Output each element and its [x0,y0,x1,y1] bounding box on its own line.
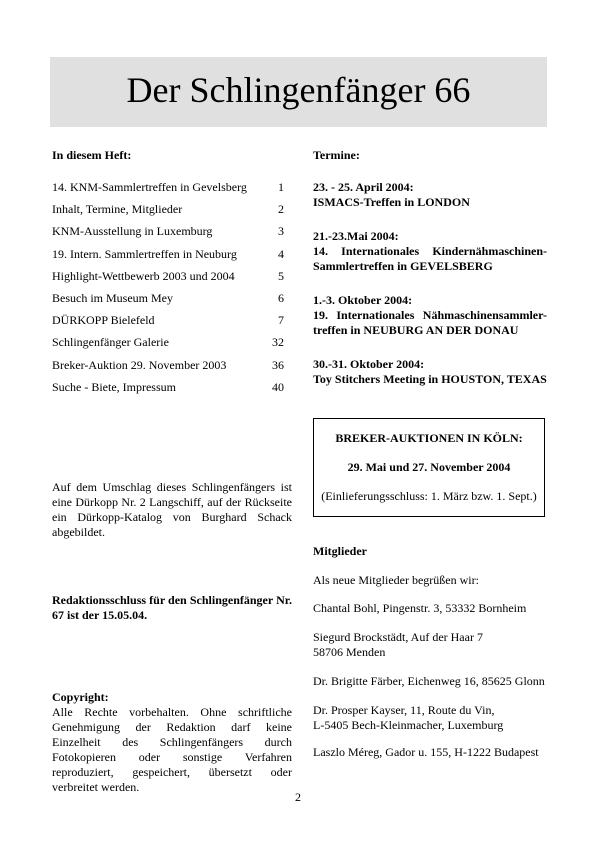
members-intro: Als neue Mitglieder begrüßen wir: [313,573,479,587]
member-entry [313,703,553,733]
toc-page: 5 [278,268,284,283]
member-entry [313,601,553,616]
toc-row [52,291,284,305]
toc-page: 4 [278,246,284,261]
toc-page: 40 [272,379,284,394]
event-item [313,180,547,210]
event-item [313,229,547,274]
copyright-section [52,690,292,795]
toc-label: Breker-Auktion 29. November 2003 [52,357,227,372]
toc-label: KNM-Ausstellung in Luxemburg [52,224,213,239]
breker-auction-box [313,418,545,517]
event-text: Toy Stitchers Meeting in HOUSTON, TEXAS [313,372,547,386]
toc-page: 2 [278,202,284,217]
toc-page: 3 [278,224,284,239]
event-date: 1.-3. Oktober 2004: [313,293,413,307]
title-banner [50,57,547,127]
toc-page: 32 [272,335,284,350]
copyright-text: Alle Rechte vorbehalten. Ohne schriftliche Genehmigung der Redaktion darf keine Einzelheit des Schlingenfängers durch Fotokopieren oder sonstige Verfahren reproduziert, gespeichert, übersetzt oder verbreitet werden. [52,705,292,794]
member-line: 58706 Menden [313,645,386,659]
toc-page: 7 [278,313,284,328]
member-line: Dr. Prosper Kayser, 11, Route du Vin, [313,703,495,717]
member-line: Chantal Bohl, Pingenstr. 3, 53332 Bornheim [313,601,527,615]
breker-box-note: (Einlieferungsschluss: 1. März bzw. 1. Sept.) [321,489,537,503]
event-item [313,293,547,338]
member-entry [313,745,553,760]
event-text: 19. Internationales Nähmaschinensammler-treffen in NEUBURG AN DER DONAU [313,308,547,337]
event-date: 30.-31. Oktober 2004: [313,357,425,371]
event-date: 21.-23.Mai 2004: [313,229,399,243]
copyright-heading: Copyright: [52,690,109,704]
toc-page: 6 [278,291,284,305]
breker-box-title: BREKER-AUKTIONEN IN KÖLN: [335,431,523,445]
member-line: Laszlo Méreg, Gador u. 155, H-1222 Budapest [313,745,539,759]
toc-row [52,247,284,261]
page-number: 2 [295,790,301,804]
member-line: L-5405 Bech-Kleinmacher, Luxemburg [313,718,504,732]
toc-row [52,380,284,394]
toc-row [52,313,284,327]
toc-row [52,180,284,194]
toc-label: Schlingenfänger Galerie [52,335,169,350]
contents-heading: In diesem Heft: [52,148,132,162]
toc-page: 1 [278,180,284,194]
toc-label: Inhalt, Termine, Mitglieder [52,202,183,217]
member-line: Dr. Brigitte Färber, Eichenweg 16, 85625 Glonn [313,674,545,688]
deadline-note: Redaktionsschluss für den Schlingenfänger Nr. 67 ist der 15.05.04. [52,593,292,622]
member-entry [313,630,553,660]
toc-label: DÜRKOPP Bielefeld [52,313,155,328]
event-text: 14. Internationales Kindernähmaschinen-Sammlertreffen in GEVELSBERG [313,244,547,273]
toc-page: 36 [272,357,284,372]
toc-row [52,269,284,283]
toc-row [52,335,284,349]
event-item [313,357,547,387]
termine-heading: Termine: [313,148,360,162]
breker-box-dates: 29. Mai und 27. November 2004 [347,460,511,474]
toc-row [52,358,284,372]
toc-label: 19. Intern. Sammlertreffen in Neuburg [52,246,237,261]
event-date: 23. - 25. April 2004: [313,180,414,194]
member-line: Siegurd Brockstädt, Auf der Haar 7 [313,630,483,644]
event-text: ISMACS-Treffen in LONDON [313,195,470,209]
members-heading: Mitglieder [313,544,367,558]
page-title: Der Schlingenfänger 66 [126,70,471,110]
toc-label: Besuch im Museum Mey [52,291,173,305]
toc-label: Suche - Biete, Impressum [52,379,176,394]
toc-row [52,224,284,238]
toc-label: Highlight-Wettbewerb 2003 und 2004 [52,268,235,283]
member-entry [313,674,553,689]
toc-row [52,202,284,216]
cover-note: Auf dem Umschlag dieses Schlingenfängers ist eine Dürkopp Nr. 2 Langschiff, auf der Rückseite ein Dürkopp-Katalog von Burghard Schack abgebildet. [52,480,292,539]
toc-label: 14. KNM-Sammlertreffen in Gevelsberg [52,180,247,194]
